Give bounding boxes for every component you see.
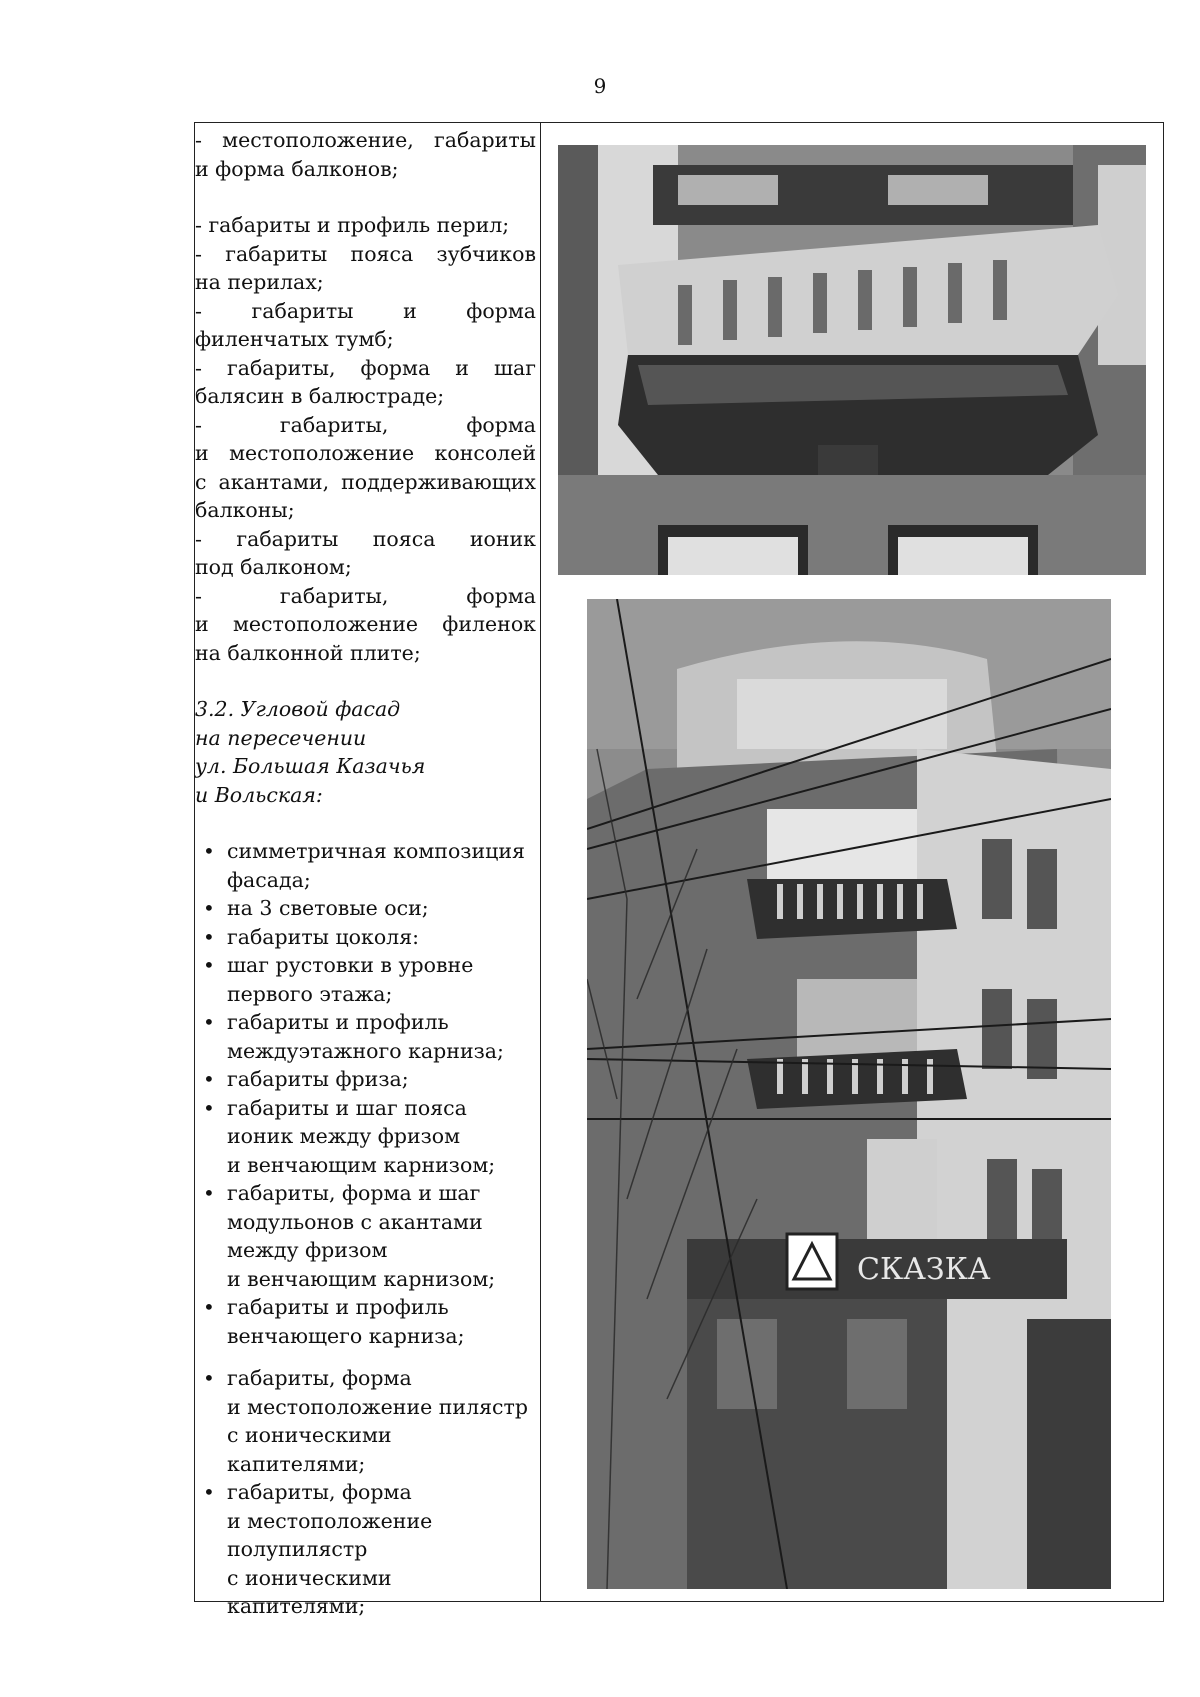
bullet-line: габариты и профиль — [227, 1295, 449, 1319]
facade-bullets-1 — [195, 837, 536, 1350]
heading-line: на пересечении — [195, 725, 367, 750]
bullet-item — [195, 837, 536, 894]
bullet-line: габариты цоколя: — [227, 924, 420, 949]
bullet-line: шаг рустовки в уровне — [227, 953, 474, 977]
bullet-line: и венчающим карнизом; — [227, 1266, 496, 1291]
bullet-item — [195, 923, 536, 952]
requirement-line: и местоположение консолей — [195, 441, 536, 465]
page-number: 9 — [593, 74, 607, 98]
facade-bullets-2 — [195, 1364, 536, 1621]
requirement-line: балясин в балюстраде; — [195, 384, 445, 408]
requirement-line: - габариты и профиль перил; — [195, 213, 510, 237]
bullet-icon: • — [203, 1295, 215, 1319]
balcony-photo — [558, 145, 1146, 575]
requirement-line: и местоположение филенок — [195, 612, 536, 636]
bullet-item — [195, 1065, 536, 1094]
bullet-icon: • — [203, 1095, 215, 1120]
bullet-line: полупилястр — [227, 1537, 368, 1561]
bullet-line: с ионическими капителями; — [227, 1423, 392, 1476]
balcony-requirements-list — [195, 126, 536, 667]
bullet-line: габариты, форма — [227, 1480, 412, 1504]
bullet-item — [195, 1008, 536, 1065]
bullet-item — [195, 1179, 536, 1293]
requirements-column — [195, 123, 540, 1618]
bullet-line: габариты и шаг пояса — [227, 1095, 467, 1120]
requirement-line: и форма балконов; — [195, 156, 399, 181]
requirement-line: - габариты, форма — [195, 583, 536, 608]
requirement-line: под балконом; — [195, 555, 352, 579]
bullet-icon: • — [203, 924, 215, 949]
bullet-line: габариты и профиль — [227, 1010, 449, 1034]
requirement-line: - габариты, форма и шаг — [195, 355, 536, 380]
requirement-line: балконы; — [195, 498, 295, 522]
column-divider — [540, 123, 541, 1601]
bullet-icon: • — [203, 1067, 215, 1091]
bullet-line: и венчающим карнизом; — [227, 1152, 496, 1177]
bullet-line: с ионическими капителями; — [227, 1565, 392, 1618]
bullet-item — [195, 951, 536, 1008]
bullet-icon: • — [203, 953, 215, 977]
requirement-line: с акантами, поддерживающих — [195, 469, 536, 494]
bullet-item — [195, 1364, 536, 1478]
bullet-icon: • — [203, 1181, 215, 1205]
bullet-line: между фризом — [227, 1238, 388, 1262]
photo-column — [542, 123, 1163, 1601]
bullet-line: габариты, форма — [227, 1366, 412, 1390]
bullet-line: междуэтажного карниза; — [227, 1038, 504, 1063]
requirement-line: филенчатых тумб; — [195, 327, 394, 351]
bullet-item — [195, 1293, 536, 1350]
balcony-requirement-item — [195, 411, 536, 525]
bullet-item — [195, 1478, 536, 1621]
bullet-icon: • — [203, 1010, 215, 1034]
requirement-line: - габариты, форма — [195, 412, 536, 437]
bullet-line: и местоположение — [227, 1508, 433, 1533]
bullet-line: венчающего карниза; — [227, 1323, 465, 1348]
balcony-requirement-item — [195, 525, 536, 582]
bullet-line: симметричная композиция — [227, 839, 525, 863]
balcony-requirement-item — [195, 211, 536, 240]
bullet-line: ионик между фризом — [227, 1124, 461, 1148]
balcony-requirement-item — [195, 126, 536, 183]
bullet-line: габариты фриза; — [227, 1067, 409, 1091]
shop-sign-text: СКАЗКА — [857, 1252, 991, 1287]
requirement-line: - габариты пояса ионик — [195, 526, 536, 551]
bullet-line: фасада; — [227, 867, 311, 892]
bullet-item — [195, 1094, 536, 1180]
heading-line: ул. Большая Казачья — [195, 754, 426, 778]
balcony-requirement-item — [195, 582, 536, 668]
bullet-icon: • — [203, 1480, 215, 1504]
requirement-line: на перилах; — [195, 270, 324, 294]
bullet-line: на 3 световые оси; — [227, 896, 429, 920]
heading-line: и Вольская: — [195, 782, 323, 807]
section-heading — [195, 695, 536, 809]
balcony-requirement-item — [195, 354, 536, 411]
bullet-item — [195, 894, 536, 923]
bullet-line: модульонов с акантами — [227, 1209, 483, 1234]
heading-line: 3.2. Угловой фасад — [195, 697, 401, 721]
bullet-line: первого этажа; — [227, 981, 393, 1006]
requirement-line: - местоположение, габариты — [195, 128, 536, 152]
bullet-icon: • — [203, 839, 215, 863]
bullet-line: и местоположение пилястр — [227, 1394, 528, 1419]
balcony-requirement-item — [195, 240, 536, 297]
balcony-requirement-item — [195, 297, 536, 354]
requirement-line: на балконной плите; — [195, 640, 421, 665]
requirement-line: - габариты пояса зубчиков — [195, 241, 536, 266]
bullet-icon: • — [203, 1366, 215, 1390]
bullet-icon: • — [203, 896, 215, 920]
bullet-line: габариты, форма и шаг — [227, 1181, 481, 1205]
corner-facade-photo — [587, 599, 1111, 1589]
document-table — [194, 122, 1164, 1618]
requirement-line: - габариты и форма — [195, 298, 536, 323]
